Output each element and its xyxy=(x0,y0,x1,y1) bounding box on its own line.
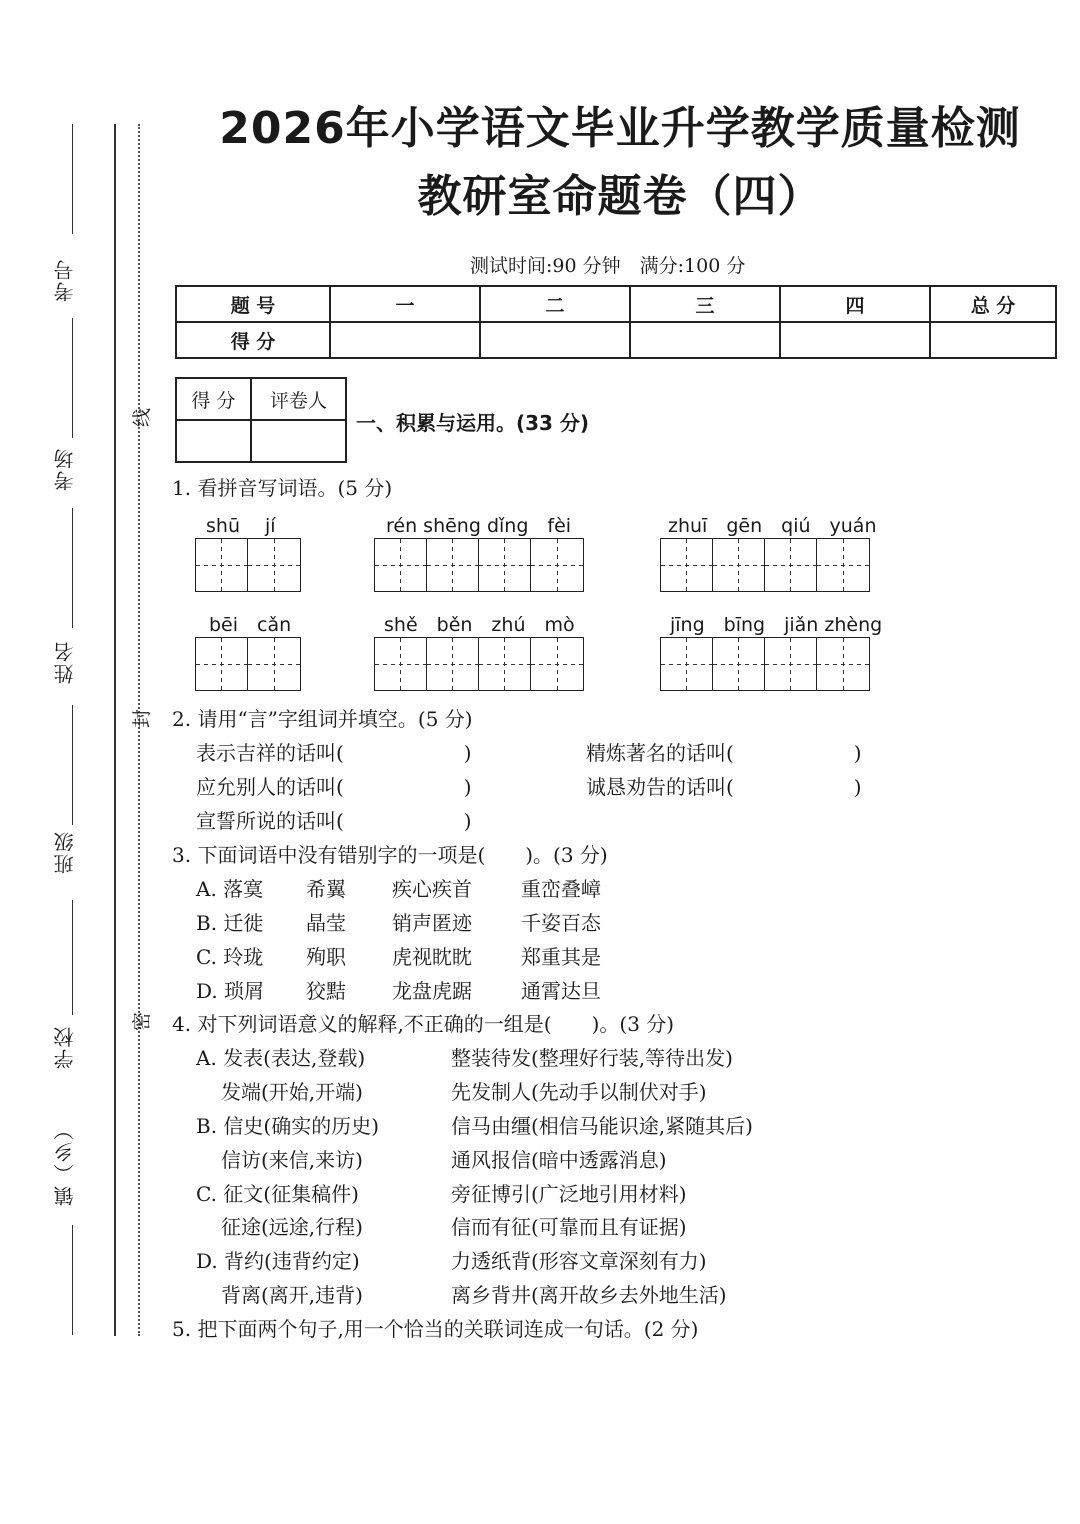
score-table-col: 二 xyxy=(480,286,630,322)
q3-option-word: C. 玲珑 xyxy=(196,945,264,969)
section-1-heading: 一、积累与运用。(33 分) xyxy=(356,411,590,435)
q4-term: B. 信史(确实的历史) xyxy=(196,1114,380,1138)
binding-dotted-line xyxy=(138,124,140,1336)
q3-option-word: 销声匿迹 xyxy=(392,911,472,935)
grid-cell[interactable] xyxy=(196,638,248,690)
q4-term: A. 发表(表达,登载) xyxy=(196,1046,366,1070)
page-subtitle: 教研室命题卷（四） xyxy=(417,171,823,222)
seal-char-seal: 封 xyxy=(131,708,154,729)
q1-pinyin: jīng bīng jiǎn zhèng xyxy=(670,614,883,636)
q5-title: 5. 把下面两个句子,用一个恰当的关联词连成一句话。(2 分) xyxy=(172,1317,699,1341)
q2-item: 诚恳劝告的话叫( ) xyxy=(586,775,862,799)
q1-answer-grid[interactable] xyxy=(195,538,301,592)
q3-option-word: A. 落寞 xyxy=(196,877,264,901)
grid-cell[interactable] xyxy=(661,638,713,690)
q4-idiom: 通风报信(暗中透露消息) xyxy=(451,1148,667,1172)
grid-cell[interactable] xyxy=(713,539,765,591)
binding-line xyxy=(72,705,73,825)
q1-answer-grid[interactable] xyxy=(374,637,584,691)
q1-answer-grid[interactable] xyxy=(195,637,301,691)
q1-title: 1. 看拼音写词语。(5 分) xyxy=(172,476,393,500)
binding-label-exam-room: 考场 xyxy=(53,447,77,491)
q4-term: D. 背约(违背约定) xyxy=(196,1249,360,1273)
binding-line xyxy=(72,508,73,628)
binding-solid-line xyxy=(114,124,116,1336)
q3-option-word: 重峦叠嶂 xyxy=(521,877,601,901)
grid-cell[interactable] xyxy=(661,539,713,591)
score-table-col: 四 xyxy=(780,286,930,322)
binding-label-class: 班级 xyxy=(53,830,77,874)
q4-idiom: 力透纸背(形容文章深刻有力) xyxy=(451,1249,707,1273)
score-table-header-label: 题 号 xyxy=(176,286,330,322)
q4-term: 发端(开始,开端) xyxy=(221,1080,363,1104)
grid-cell[interactable] xyxy=(196,539,248,591)
q4-idiom: 离乡背井(离开故乡去外地生活) xyxy=(451,1283,727,1307)
q3-option-word: 疾心疾首 xyxy=(392,877,472,901)
score-table-score-label: 得 分 xyxy=(176,322,330,358)
grid-cell[interactable] xyxy=(479,638,531,690)
binding-line xyxy=(72,318,73,438)
q3-option-word: 狡黠 xyxy=(306,979,346,1003)
grader-name-cell[interactable] xyxy=(251,420,346,462)
grid-cell[interactable] xyxy=(765,638,817,690)
binding-label-exam-number: 考号 xyxy=(53,258,77,302)
page-title: 2026年小学语文毕业升学教学质量检测 xyxy=(219,103,1021,154)
q4-idiom: 信而有征(可靠而且有证据) xyxy=(451,1215,687,1239)
score-table xyxy=(175,285,1057,359)
grid-cell[interactable] xyxy=(375,539,427,591)
q4-term: C. 征文(征集稿件) xyxy=(196,1182,359,1206)
score-table-col-total: 总 分 xyxy=(930,286,1056,322)
q4-idiom: 整装待发(整理好行装,等待出发) xyxy=(451,1046,733,1070)
q1-answer-grid[interactable] xyxy=(374,538,584,592)
seal-char-secret: 密 xyxy=(131,1011,154,1032)
q1-pinyin: shě běn zhú mò xyxy=(384,614,575,636)
grid-cell[interactable] xyxy=(427,539,479,591)
grader-table xyxy=(175,377,347,463)
q3-option-word: 晶莹 xyxy=(306,911,346,935)
q3-option-word: 希翼 xyxy=(306,877,346,901)
q4-term: 信访(来信,来访) xyxy=(221,1148,363,1172)
q3-option-word: B. 迁徙 xyxy=(196,911,264,935)
q1-pinyin: bēi cǎn xyxy=(209,614,292,636)
score-cell[interactable] xyxy=(480,322,630,358)
grader-score-cell[interactable] xyxy=(176,420,251,462)
q4-idiom: 信马由缰(相信马能识途,紧随其后) xyxy=(451,1114,753,1138)
grader-name-label: 评卷人 xyxy=(251,378,346,420)
score-cell[interactable] xyxy=(780,322,930,358)
score-table-col: 三 xyxy=(630,286,780,322)
q1-answer-grid[interactable] xyxy=(660,637,870,691)
score-cell[interactable] xyxy=(930,322,1056,358)
q2-item: 表示吉祥的话叫( ) xyxy=(196,741,472,765)
q3-option-word: 殉职 xyxy=(306,945,346,969)
grid-cell[interactable] xyxy=(248,539,300,591)
score-table-header-row xyxy=(176,286,1056,322)
score-table-score-row xyxy=(176,322,1056,358)
score-table-col: 一 xyxy=(330,286,480,322)
binding-label-town: 镇（乡） xyxy=(53,1118,77,1206)
q3-option-word: D. 琐屑 xyxy=(196,979,265,1003)
q1-pinyin: shū jí xyxy=(206,515,276,537)
q4-idiom: 先发制人(先动手以制伏对手) xyxy=(451,1080,707,1104)
grid-cell[interactable] xyxy=(531,539,583,591)
q3-option-word: 通霄达旦 xyxy=(521,979,601,1003)
binding-line xyxy=(72,1225,73,1335)
seal-char-line: 线 xyxy=(131,407,154,428)
grid-cell[interactable] xyxy=(427,638,479,690)
grid-cell[interactable] xyxy=(479,539,531,591)
score-cell[interactable] xyxy=(630,322,780,358)
grid-cell[interactable] xyxy=(817,539,869,591)
score-cell[interactable] xyxy=(330,322,480,358)
q3-option-word: 郑重其是 xyxy=(521,945,601,969)
q4-title: 4. 对下列词语意义的解释,不正确的一组是( )。(3 分) xyxy=(172,1012,675,1036)
grid-cell[interactable] xyxy=(531,638,583,690)
grid-cell[interactable] xyxy=(248,638,300,690)
q2-item: 宣誓所说的话叫( ) xyxy=(196,809,472,833)
q2-title: 2. 请用“言”字组词并填空。(5 分) xyxy=(172,707,473,731)
q2-item: 精炼著名的话叫( ) xyxy=(586,741,862,765)
q1-pinyin: zhuī gēn qiú yuán xyxy=(668,515,877,537)
grid-cell[interactable] xyxy=(817,638,869,690)
q2-item: 应允别人的话叫( ) xyxy=(196,775,472,799)
grid-cell[interactable] xyxy=(765,539,817,591)
grid-cell[interactable] xyxy=(375,638,427,690)
q3-option-word: 虎视眈眈 xyxy=(392,945,472,969)
grader-score-label: 得 分 xyxy=(176,378,251,420)
q3-option-word: 龙盘虎踞 xyxy=(392,979,472,1003)
q4-term: 背离(离开,违背) xyxy=(221,1283,363,1307)
q1-answer-grid[interactable] xyxy=(660,538,870,592)
binding-line xyxy=(72,900,73,1015)
q3-title: 3. 下面词语中没有错别字的一项是( )。(3 分) xyxy=(172,843,608,867)
grid-cell[interactable] xyxy=(713,638,765,690)
q1-pinyin: rén shēng dǐng fèi xyxy=(386,515,572,537)
q3-option-word: 千姿百态 xyxy=(521,911,601,935)
binding-label-name: 姓名 xyxy=(53,640,77,684)
exam-meta: 测试时间:90 分钟 满分:100 分 xyxy=(470,255,746,277)
binding-line xyxy=(72,124,73,234)
q4-idiom: 旁征博引(广泛地引用材料) xyxy=(451,1182,687,1206)
q4-term: 征途(远途,行程) xyxy=(221,1215,363,1239)
binding-label-school: 学校 xyxy=(53,1025,77,1069)
